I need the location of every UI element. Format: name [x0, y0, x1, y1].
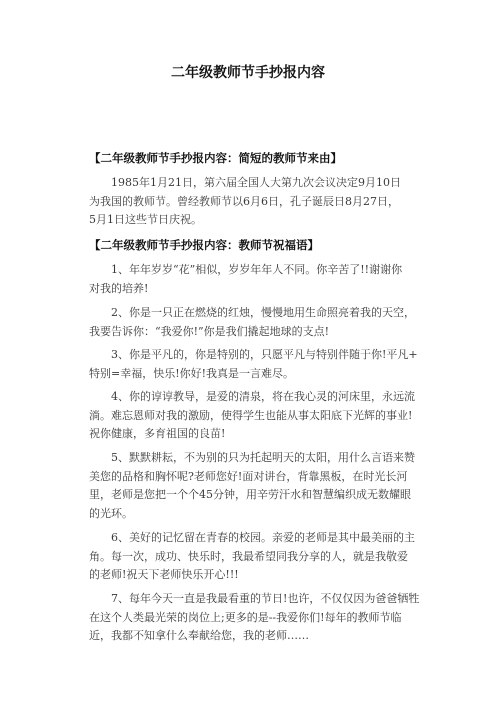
- paragraph-line: 为我国的教师节。曾经教师节以6月6日，孔子诞辰日8月27日，: [89, 194, 399, 208]
- paragraph-line: 淌。难忘恩师对我的激励，使得学生也能从事太阳底下光辉的事业!: [89, 408, 413, 422]
- wish-paragraph-1: [89, 261, 409, 298]
- paragraph-line: 在这个人类最光荣的岗位上;更多的是--我爱你们!每年的教师节临: [89, 610, 402, 624]
- paragraph-line: 的老师!祝天下老师快乐开心!!!: [89, 568, 239, 581]
- wish-paragraph-5: [89, 449, 415, 523]
- paragraph-line: 对我的培养!: [89, 281, 149, 295]
- paragraph-line: 1、年年岁岁“花”相似，岁岁年年人不同。你辛苦了!!谢谢你: [111, 263, 403, 276]
- paragraph-line: 7、每年今天一直是我最看重的节日!也许，不仅仅因为爸爸牺牲: [111, 592, 420, 605]
- paragraph-line: 3、你是平凡的，你是特别的，只愿平凡与特别伴随于你!平凡+: [111, 348, 418, 361]
- section-heading-origin: 【二年级教师节手抄报内容：简短的教师节来由】: [89, 151, 342, 165]
- paragraph-line: 里，老师是您把一个个45分钟，用辛劳汗水和智慧编织成无数耀眼: [89, 488, 411, 501]
- paragraph-line: 4、你的谆谆教导，是爱的清泉，将在我心灵的河床里，永远流: [111, 390, 415, 403]
- paragraph-line: 5月1日这些节日庆祝。: [89, 213, 202, 226]
- document-title: 二年级教师节手抄报内容: [171, 65, 325, 81]
- paragraph-line: 6、美好的记忆留在青春的校园。亲爱的老师是其中最美丽的主: [111, 531, 415, 544]
- paragraph-line: 2、你是一只正在燃烧的红烛，慢慢地用生命照亮着我的天空，: [111, 306, 415, 319]
- paragraph-line: 祝你健康，多育祖国的良苗!: [89, 427, 226, 440]
- section-heading-wishes: 【二年级教师节手抄报内容：教师节祝福语】: [89, 238, 319, 252]
- wish-paragraph-3: [89, 346, 418, 383]
- paragraph-line: 1985年1月21日，第六届全国人大第九次会议决定9月10日: [111, 176, 401, 189]
- paragraph-origin: [89, 174, 409, 230]
- paragraph-line: 5、默默耕耘，不为别的只为托起明天的太阳，用什么言语来赞: [111, 451, 415, 464]
- paragraph-line: 我要告诉你：“我爱你!”你是我们撬起地球的支点!: [89, 324, 330, 338]
- paragraph-line: 近，我都不知拿什么奉献给您，我的老师……: [89, 629, 309, 642]
- wish-paragraph-4: [89, 388, 415, 444]
- paragraph-line: 美您的品格和胸怀呢?老师您好!面对讲台，背靠黑板，在时光长河: [89, 469, 408, 483]
- paragraph-line: 的光环。: [89, 506, 133, 520]
- paragraph-line: 角。每一次，成功、快乐时，我最希望同我分享的人，就是我敬爱: [89, 549, 408, 563]
- paragraph-line: 特别=幸福，快乐!你好!我真是一言难尽。: [89, 366, 295, 380]
- wish-paragraph-6: [89, 529, 415, 585]
- wish-paragraph-2: [89, 304, 415, 341]
- wish-paragraph-7: [89, 590, 420, 646]
